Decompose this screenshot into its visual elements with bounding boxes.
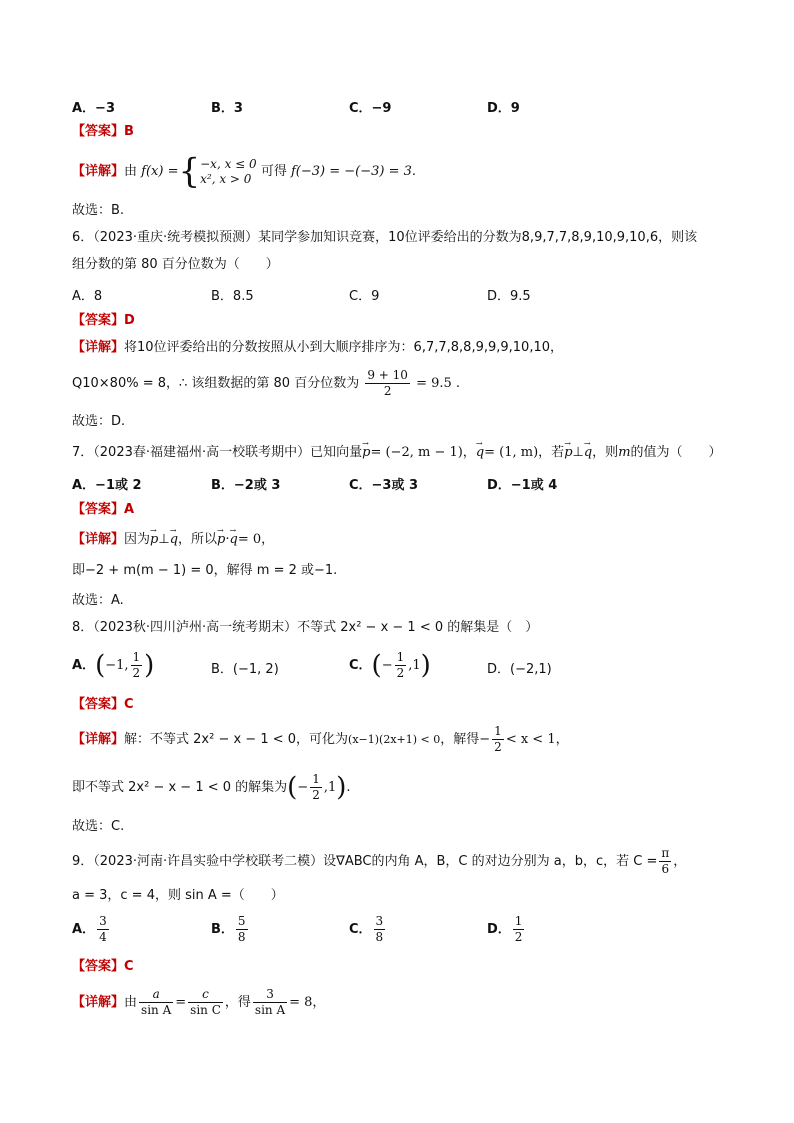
detail-line xyxy=(72,150,416,194)
detail-line: 即−2 + m(m − 1) = 0，解得 m = 2 或−1. xyxy=(72,563,338,578)
vector-p: → p xyxy=(362,444,370,462)
answer-tag: 【答案】 xyxy=(72,502,125,517)
vector-q: → q xyxy=(476,444,484,462)
answer-tag: 【答案】 xyxy=(72,697,125,712)
function-def: f(x) = xyxy=(141,164,179,179)
detail-text: Q10×80% = 8，∴ 该组数据的第 80 百分位数为 xyxy=(72,376,360,391)
option-d: D．(−2,1) xyxy=(487,662,552,677)
answer-value: C xyxy=(124,959,134,974)
question-stem: 8．（2023秋·四川泸州·高一统考期末）不等式 2x² − x − 1 < 0 的解集是（ ） xyxy=(72,620,539,635)
answer-line xyxy=(72,501,134,519)
option-d: D．9 xyxy=(487,101,520,116)
question-stem: a = 3，c = 4，则 sin A =（ ） xyxy=(72,888,284,903)
question-stem: 组分数的第 80 百分位数为（ ） xyxy=(72,257,279,272)
option-b: B．8.5 xyxy=(211,289,254,304)
option-d: D．9.5 xyxy=(487,289,531,304)
detail-line xyxy=(72,366,460,402)
answer-value: B xyxy=(124,124,134,139)
answer-value: D xyxy=(124,313,135,328)
option-a: A．−3 xyxy=(72,101,115,116)
answer-line xyxy=(72,958,134,976)
detail-line: 【详解】解：不等式 2x² − x − 1 < 0，可化为(x−1)(2x+1) < 0，解得− $\frac{1}{2}$ < x < 1， xyxy=(72,724,569,754)
answer-tag: 【答案】 xyxy=(72,124,125,139)
detail-formula: = 9.5 . xyxy=(416,376,461,391)
detail-tag: 【详解】 xyxy=(72,732,125,747)
answer-tag: 【答案】 xyxy=(72,959,125,974)
question-stem: 6．（2023·重庆·统考模拟预测）某同学参加知识竞赛，10位评委给出的分数为8,9,7,7,8,9,10,9,10,6，则该 xyxy=(72,230,698,245)
option-b: B． $\frac{5}{8}$ xyxy=(211,914,246,944)
detail-text: 将10位评委给出的分数按照从小到大顺序排序为：6,7,7,8,8,9,9,9,10,10， xyxy=(124,340,564,355)
fraction: $\frac{9 + 10}{2}$ xyxy=(367,368,408,398)
detail-line: 【详解】因为→ p⊥→ q，所以→ p·→ q= 0， xyxy=(72,531,274,549)
question-stem: 9．（2023·河南·许昌实验中学校联考二模）设∇ABC的内角 A，B，C 的对边分别为 a，b，c，若 C = $\frac{\pi}{6}$ ， xyxy=(72,846,687,876)
option-a: A．8 xyxy=(72,289,103,304)
choose-line: 故选：B. xyxy=(72,203,125,218)
option-a: A．(−1, $\frac{1}{2}$ ) xyxy=(72,650,155,681)
piecewise-cases: −x, x ≤ 0 x², x > 0 xyxy=(200,156,257,186)
choose-line: 故选：D. xyxy=(72,414,126,429)
answer-line xyxy=(72,312,135,330)
answer-line xyxy=(72,123,134,141)
detail-line xyxy=(72,339,563,357)
detail-tag: 【详解】 xyxy=(72,532,125,547)
choose-line: 故选：A. xyxy=(72,593,124,608)
detail-text: 可得 xyxy=(260,164,287,179)
answer-value: C xyxy=(124,697,134,712)
option-c: C．9 xyxy=(349,289,380,304)
detail-formula: f(−3) = −(−3) = 3. xyxy=(290,164,417,179)
detail-tag: 【详解】 xyxy=(72,340,125,355)
detail-line: 【详解】由 $\frac{a}{\text{sin A}}$ = $\frac{c}{\text{sin C}}$ ，得 $\frac{3}{\text{sin A}}$ = 8， xyxy=(72,987,326,1017)
option-c: C．(− $\frac{1}{2}$ ,1) xyxy=(349,650,431,681)
answer-tag: 【答案】 xyxy=(72,313,125,328)
option-b: B．3 xyxy=(211,101,243,116)
answer-line xyxy=(72,696,134,714)
brace-symbol: { xyxy=(178,151,201,192)
detail-tag: 【详解】 xyxy=(72,995,125,1010)
option-d: D．−1或 4 xyxy=(487,478,558,493)
option-c: C．−9 xyxy=(349,101,392,116)
option-d: D． $\frac{1}{2}$ xyxy=(487,914,523,944)
option-c: C．−3或 3 xyxy=(349,478,419,493)
detail-tag: 【详解】 xyxy=(72,164,125,179)
option-c: C． $\frac{3}{8}$ xyxy=(349,914,384,944)
option-b: B．(−1, 2) xyxy=(211,662,279,677)
choose-line: 故选：C. xyxy=(72,819,125,834)
answer-value: A xyxy=(124,502,135,517)
question-stem: 7．（2023春·福建福州·高一校联考期中）已知向量→ p= (−2, m − 1)，→ q= (1, m)，若→ p⊥→ q，则m的值为（ ） xyxy=(72,444,722,462)
option-a: A．−1或 2 xyxy=(72,478,142,493)
detail-line: 即不等式 2x² − x − 1 < 0 的解集为(− $\frac{1}{2}$ ,1). xyxy=(72,772,351,803)
option-b: B．−2或 3 xyxy=(211,478,281,493)
option-a: A． $\frac{3}{4}$ xyxy=(72,914,107,944)
detail-text: 由 xyxy=(124,164,138,179)
